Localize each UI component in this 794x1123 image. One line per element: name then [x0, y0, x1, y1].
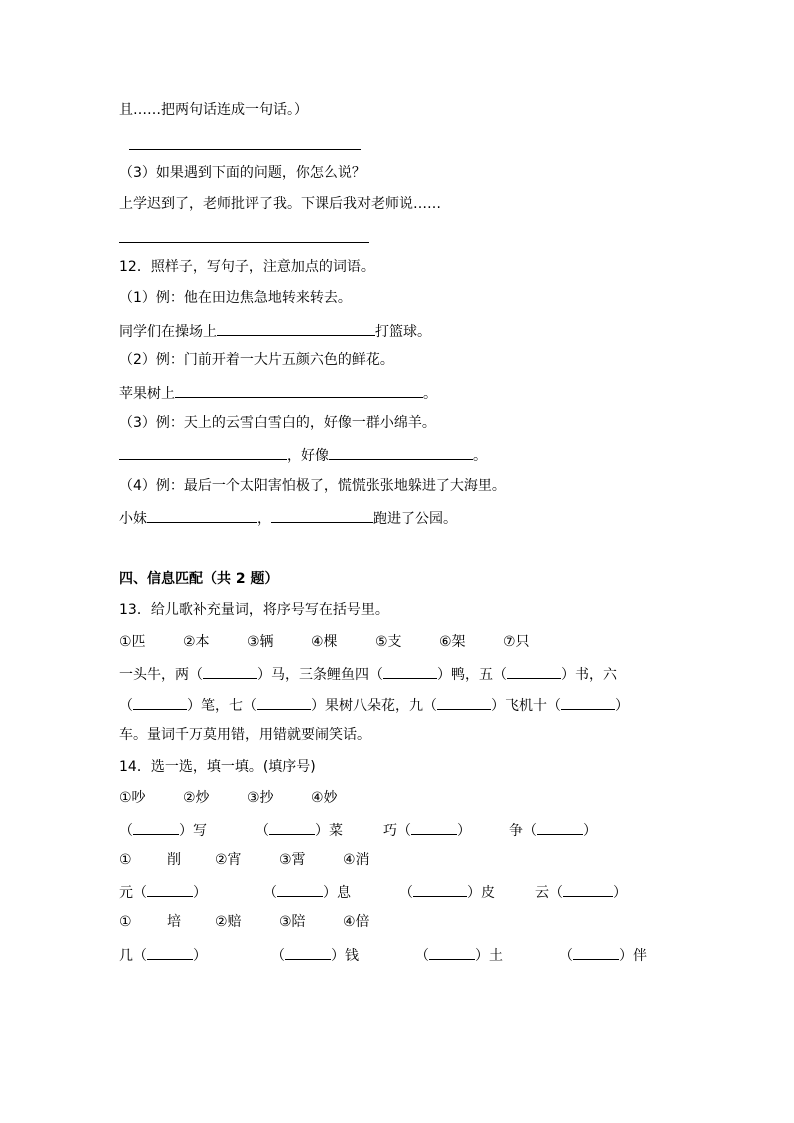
fill-blank[interactable]: [573, 944, 619, 960]
rhyme-text: ）果树八朵花，九（: [311, 698, 437, 714]
fill-item: （ ）菜: [255, 819, 383, 841]
q12-example-1: （1）例：他在田边焦急地转来转去。: [119, 290, 352, 306]
q12-answer-4-prefix: 小妹: [119, 511, 147, 527]
fill-blank[interactable]: [119, 444, 287, 460]
q13-rhyme-line-3: 车。量词千万莫用错，用错就要闹笑话。: [119, 727, 371, 743]
option-item: ④棵: [311, 634, 338, 650]
q11-sub3-scene: 上学迟到了，老师批评了我。下课后我对老师说……: [119, 196, 441, 212]
option-item: ④消: [343, 852, 370, 868]
q14-group3-options: [119, 912, 370, 932]
fill-blank[interactable]: [507, 663, 561, 679]
option-item: ④妙: [311, 790, 338, 806]
fill-item: 云（ ）: [535, 881, 627, 903]
fill-blank[interactable]: [271, 507, 373, 523]
rhyme-text: ）: [615, 698, 629, 714]
q14-group2-options: [119, 850, 370, 870]
q11-sub3-prompt: （3）如果遇到下面的问题，你怎么说？: [119, 165, 366, 181]
fill-blank[interactable]: [563, 881, 613, 897]
fill-blank[interactable]: [277, 881, 323, 897]
option-item: ⑤支: [375, 634, 402, 650]
fill-item: （ ）钱: [271, 944, 415, 966]
q12-answer-3-middle: ，好像: [287, 448, 329, 464]
option-item: ⑥架: [439, 634, 466, 650]
rhyme-text: ）飞机十（: [491, 698, 561, 714]
option-item: ③抄: [247, 790, 274, 806]
fill-blank[interactable]: [561, 694, 615, 710]
q12-answer-4: [119, 507, 457, 529]
rhyme-text: 一头牛，两（: [119, 667, 203, 683]
option-item: ③陪: [279, 914, 306, 930]
fill-blank[interactable]: [437, 694, 491, 710]
rhyme-text: ）书，六: [561, 667, 617, 683]
fill-blank[interactable]: [175, 382, 423, 398]
fill-blank[interactable]: [217, 320, 375, 336]
q12-answer-3: [119, 444, 487, 466]
option-item: ⑦只: [503, 634, 530, 650]
answer-line-q11-2[interactable]: [129, 149, 361, 150]
option-item: ②宵: [215, 852, 242, 868]
option-item: ④倍: [343, 914, 370, 930]
rhyme-text: ）笔，七（: [187, 698, 257, 714]
option-item: ②本: [183, 634, 210, 650]
q12-answer-1-suffix: 打篮球。: [375, 324, 431, 340]
q11-continuation: 且……把两句话连成一句话。）: [119, 102, 308, 118]
section-heading: 四、信息匹配（共 2 题）: [119, 571, 279, 587]
q14-group1-items: [119, 819, 597, 841]
q14-title: 14．选一选，填一填。(填序号): [119, 759, 316, 775]
q13-options: [119, 632, 530, 652]
option-item: ①匹: [119, 634, 146, 650]
option-item: ①: [119, 914, 132, 930]
option-item: ②炒: [183, 790, 210, 806]
option-item: ①: [119, 852, 132, 868]
q12-answer-1-prefix: 同学们在操场上: [119, 324, 217, 340]
option-item: ③辆: [247, 634, 274, 650]
q12-answer-3-suffix: 。: [473, 448, 487, 464]
fill-item: 元（ ）: [119, 881, 263, 903]
fill-blank[interactable]: [329, 444, 473, 460]
fill-blank[interactable]: [203, 663, 257, 679]
q14-group2-items: [119, 881, 627, 903]
fill-blank[interactable]: [429, 944, 475, 960]
q12-example-4: （4）例：最后一个太阳害怕极了，慌慌张张地躲进了大海里。: [119, 478, 506, 494]
fill-item: （ ）皮: [399, 881, 535, 903]
rhyme-text: （: [119, 698, 133, 714]
fill-item: 争（ ）: [509, 819, 597, 841]
q12-answer-2-suffix: 。: [423, 386, 437, 402]
q12-answer-4-suffix: 跑进了公园。: [373, 511, 457, 527]
option-item: ①吵: [119, 790, 146, 806]
fill-blank[interactable]: [285, 944, 331, 960]
q12-answer-2: [119, 382, 437, 404]
q12-title: 12．照样子，写句子，注意加点的词语。: [119, 259, 375, 275]
rhyme-text: ）马，三条鲤鱼四（: [257, 667, 383, 683]
fill-blank[interactable]: [147, 881, 193, 897]
fill-blank[interactable]: [383, 663, 437, 679]
fill-blank[interactable]: [147, 944, 193, 960]
q12-answer-1: [119, 320, 431, 342]
q12-example-3: （3）例：天上的云雪白雪白的，好像一群小绵羊。: [119, 415, 436, 431]
fill-item: 几（ ）: [119, 944, 271, 966]
fill-item: （ ）息: [263, 881, 399, 903]
rhyme-text: ）鸭，五（: [437, 667, 507, 683]
q12-answer-2-prefix: 苹果树上: [119, 386, 175, 402]
q13-title: 13．给儿歌补充量词，将序号写在括号里。: [119, 602, 389, 618]
fill-blank[interactable]: [537, 819, 583, 835]
q13-rhyme-line-1: [119, 663, 617, 685]
option-item: 削: [167, 852, 181, 868]
fill-blank[interactable]: [257, 694, 311, 710]
fill-blank[interactable]: [411, 819, 457, 835]
answer-line-q11-3[interactable]: [119, 242, 369, 243]
option-item: ③霄: [279, 852, 306, 868]
fill-item: （ ）写: [119, 819, 255, 841]
option-item: 培: [167, 914, 181, 930]
fill-blank[interactable]: [413, 881, 467, 897]
fill-blank[interactable]: [133, 694, 187, 710]
fill-item: （ ）土: [415, 944, 559, 966]
option-item: ②赔: [215, 914, 242, 930]
q14-group3-items: [119, 944, 647, 966]
fill-item: （ ）伴: [559, 944, 647, 966]
q12-answer-4-middle: ，: [257, 511, 271, 527]
fill-blank[interactable]: [133, 819, 179, 835]
fill-blank[interactable]: [147, 507, 257, 523]
fill-blank[interactable]: [269, 819, 315, 835]
q14-group1-options: [119, 788, 338, 808]
q12-example-2: （2）例：门前开着一大片五颜六色的鲜花。: [119, 352, 394, 368]
q13-rhyme-line-2: [119, 694, 629, 716]
fill-item: 巧（ ）: [383, 819, 509, 841]
